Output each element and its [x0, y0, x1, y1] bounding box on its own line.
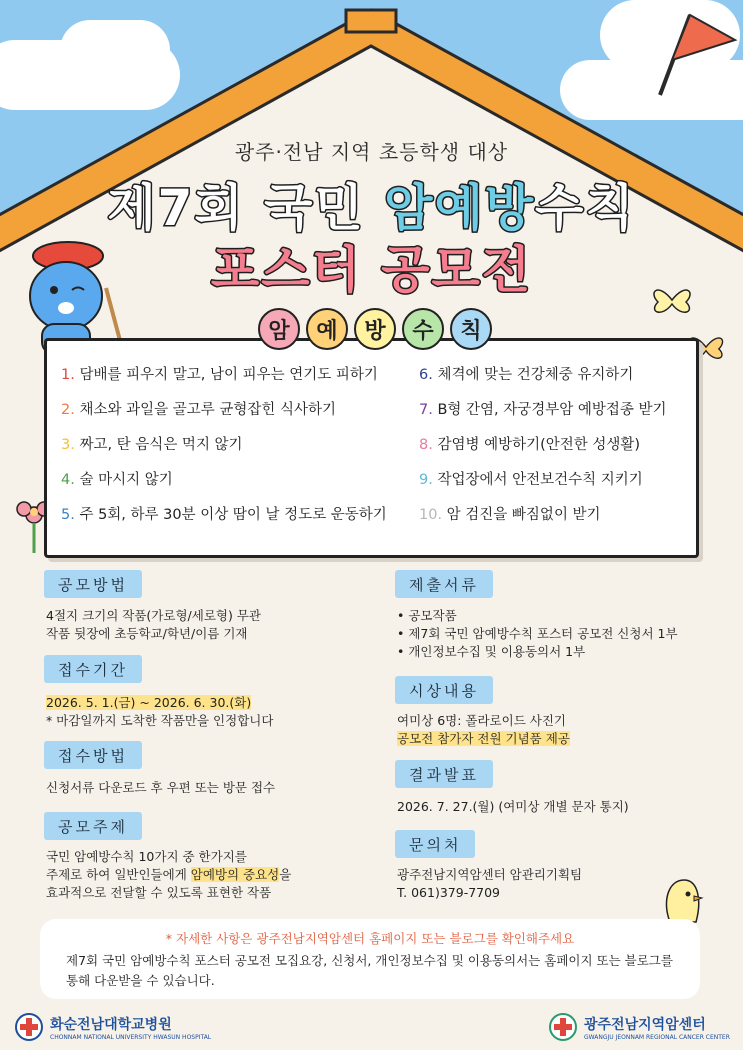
rule-item — [419, 363, 667, 398]
rule-item — [419, 468, 667, 503]
prize-highlight: 공모전 참가자 전원 기념품 제공 — [397, 731, 570, 746]
rule-number: 6. — [419, 367, 433, 383]
rule-item — [61, 363, 387, 398]
method-line: 4절지 크기의 작품(가로형/세로형) 무관 — [46, 608, 261, 623]
cancer-center-name-english: GWANGJU JEONNAM REGIONAL CANCER CENTER — [584, 1033, 730, 1041]
rule-number: 10. — [419, 507, 443, 523]
banner-char: 예 — [306, 308, 348, 350]
flag-icon — [660, 15, 735, 95]
hospital-name: 화순전남대학교병원 — [50, 1016, 172, 1033]
theme-line: 국민 암예방수칙 10가지 중 한가지를 — [46, 849, 247, 864]
section-label-method: 공모방법 — [44, 570, 142, 598]
receipt-line: 신청서류 다운로드 후 우편 또는 방문 접수 — [46, 780, 276, 795]
rule-item — [419, 503, 667, 538]
rule-number: 7. — [419, 402, 433, 418]
rule-number: 9. — [419, 472, 433, 488]
prize-line: 여미상 6명: 폴라로이드 사진기 — [397, 713, 566, 728]
theme-line: 효과적으로 전달할 수 있도록 표현한 작품 — [46, 885, 272, 900]
documents-list — [397, 607, 678, 661]
title-part: 수칙 — [535, 179, 636, 237]
method-line: 작품 뒷장에 초등학교/학년/이름 기재 — [46, 626, 248, 641]
section-label-prize: 시상내용 — [395, 676, 493, 704]
theme-highlight: 암예방의 중요성 — [190, 867, 280, 882]
rules-right-column — [419, 363, 667, 538]
rule-number: 8. — [419, 437, 433, 453]
contact-phone: T. 061)379-7709 — [397, 885, 501, 900]
banner-char: 칙 — [450, 308, 492, 350]
rule-number: 4. — [61, 472, 75, 488]
theme-text — [46, 848, 291, 902]
method-text — [46, 607, 261, 643]
rule-item — [61, 433, 387, 468]
banner-char: 수 — [402, 308, 444, 350]
poster-subtitle: 광주·전남 지역 초등학생 대상 — [234, 140, 509, 164]
rule-number: 5. — [61, 507, 75, 523]
period-text — [46, 694, 273, 730]
rule-number: 3. — [61, 437, 75, 453]
hospital-name-english: CHONNAM NATIONAL UNIVERSITY HWASUN HOSPITAL — [50, 1033, 212, 1041]
section-label-theme: 공모주제 — [44, 812, 142, 840]
contact-text — [397, 866, 582, 902]
theme-line: 주제로 하여 일반인들에게 — [46, 867, 191, 882]
theme-line: 을 — [279, 867, 292, 882]
rule-number: 2. — [61, 402, 75, 418]
rules-box — [44, 338, 699, 558]
rule-text: 체격에 맞는 건강체중 유지하기 — [432, 367, 634, 383]
rule-item — [61, 468, 387, 503]
banner-char: 방 — [354, 308, 396, 350]
rule-item — [61, 503, 387, 538]
period-highlight: 2026. 5. 1.(금) ~ 2026. 6. 30.(화) — [46, 695, 252, 710]
poster-title-line2: 포스터 공모전 — [210, 241, 533, 299]
hospital-logo — [14, 1012, 211, 1042]
rule-text: 채소와 과일을 골고루 균형잡힌 식사하기 — [74, 402, 337, 418]
section-label-period: 접수기간 — [44, 655, 142, 683]
notice-box — [40, 919, 700, 999]
rule-item — [419, 433, 667, 468]
notice-body: 제7회 국민 암예방수칙 포스터 공모전 모집요강, 신청서, 개인정보수집 및 이용동의서는 홈페이지 또는 블로그를 통해 다운받을 수 있습니다. — [66, 953, 673, 988]
cancer-center-name: 광주전남지역암센터 — [584, 1016, 706, 1033]
rules-left-column — [61, 363, 387, 538]
rule-number: 1. — [61, 367, 75, 383]
rule-text: 주 5회, 하루 30분 이상 땀이 날 정도로 운동하기 — [74, 507, 387, 523]
documents-item: • 제7회 국민 암예방수칙 포스터 공모전 신청서 1부 — [397, 625, 678, 643]
documents-item: • 개인정보수집 및 이용동의서 1부 — [397, 643, 678, 661]
hospital-emblem-icon — [14, 1012, 44, 1042]
rule-text: 암 검진을 빠짐없이 받기 — [442, 507, 601, 523]
result-line: 2026. 7. 27.(월) (여미상 개별 문자 통지) — [397, 799, 629, 814]
section-label-contact: 문의처 — [395, 830, 475, 858]
documents-item: • 공모작품 — [397, 607, 678, 625]
rule-text: 술 마시지 않기 — [74, 472, 173, 488]
section-label-documents: 제출서류 — [395, 570, 493, 598]
section-label-result: 결과발표 — [395, 760, 493, 788]
result-text — [397, 798, 629, 816]
contact-line: 광주전남지역암센터 암관리기획팀 — [397, 867, 583, 882]
banner-char: 암 — [258, 308, 300, 350]
section-label-receipt: 접수방법 — [44, 741, 142, 769]
period-note: * 마감일까지 도착한 작품만을 인정합니다 — [46, 713, 274, 728]
prize-text — [397, 712, 570, 748]
notice-warning: * 자세한 사항은 광주전남지역암센터 홈페이지 또는 블로그를 확인해주세요 — [165, 931, 575, 946]
rule-text: B형 간염, 자궁경부암 예방접종 받기 — [432, 402, 667, 418]
rule-text: 작업장에서 안전보건수칙 지키기 — [432, 472, 643, 488]
rule-item — [419, 398, 667, 433]
title-highlight: 암예방 — [384, 179, 536, 237]
rule-text: 담배를 피우지 말고, 남이 피우는 연기도 피하기 — [74, 367, 378, 383]
rule-text: 감염병 예방하기(안전한 성생활) — [432, 437, 641, 453]
title-part: 제7회 국민 — [107, 179, 385, 237]
receipt-text — [46, 779, 275, 797]
rule-text: 짜고, 탄 음식은 먹지 않기 — [74, 437, 243, 453]
cancer-center-logo — [548, 1012, 730, 1042]
cancer-center-emblem-icon — [548, 1012, 578, 1042]
rule-item — [61, 398, 387, 433]
rules-banner — [258, 308, 492, 350]
